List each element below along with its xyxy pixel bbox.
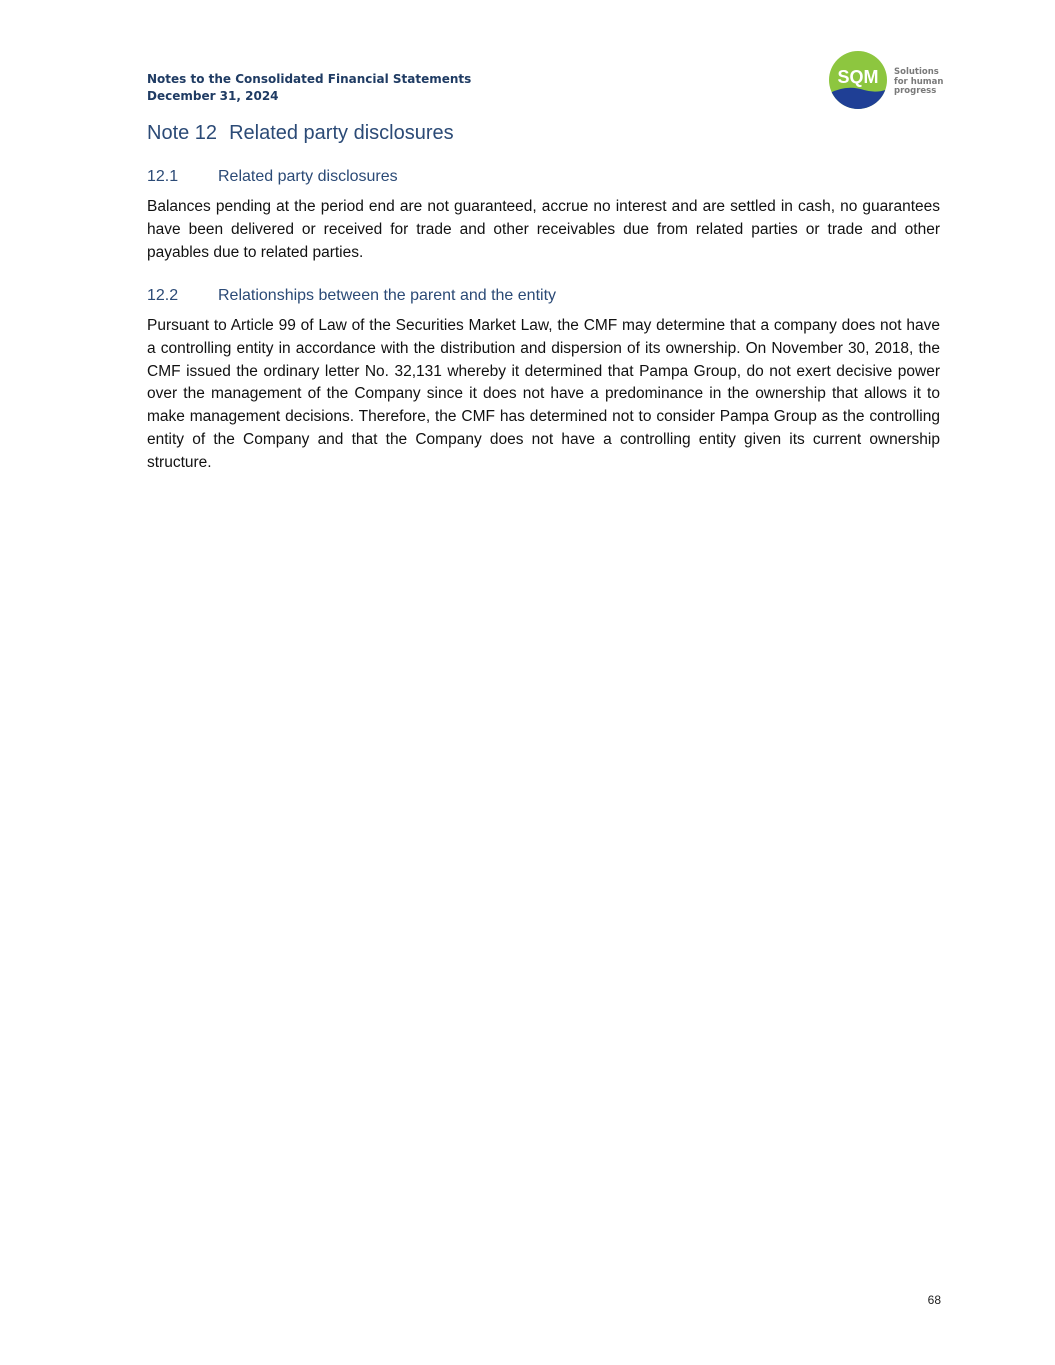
document-header (147, 71, 471, 105)
header-title: Notes to the Consolidated Financial Statements (147, 72, 472, 86)
logo-tagline (894, 68, 943, 97)
tagline-line: Solutions (894, 67, 939, 77)
page-number: 68 (927, 1293, 941, 1307)
note-title-text: Related party disclosures (229, 122, 454, 144)
logo-brand-text: SQM (837, 67, 879, 87)
sqm-logo (828, 50, 943, 110)
section-heading-12-1 (147, 168, 398, 186)
header-date: December 31, 2024 (147, 89, 279, 103)
section-number: 12.1 (147, 168, 179, 185)
sqm-logo-mark (828, 50, 890, 110)
note-number: Note 12 (147, 122, 218, 144)
section-paragraph-12-1: Balances pending at the period end are not guaranteed, accrue no interest and are settled in cash, no guarantees have been delivered or received for trade and other receivables due from related parties or trade and other payables due to related parties. (147, 198, 940, 261)
tagline-line: for human (894, 76, 944, 87)
section-paragraph-12-2: Pursuant to Article 99 of Law of the Securities Market Law, the CMF may determine that a company does not have a controlling entity in accordance with the distribution and dispersion of its ownership. On November 30, 2018, the CMF issued the ordinary letter No. 32,131 whereby it determined that Pampa Group, do not exert decisive power over the management of the Company since it does not have a predominance in the ownership that allows it to make management decisions. Therefore, the CMF has determined not to consider Pampa Group as the controlling entity of the Company and that the Company does not have a controlling entity given its current ownership structure. (147, 317, 940, 471)
note-title (147, 122, 454, 145)
section-title: Related party disclosures (218, 168, 398, 185)
section-number: 12.2 (147, 287, 179, 304)
tagline-line: progress (894, 86, 937, 96)
section-title: Relationships between the parent and the entity (218, 287, 557, 304)
section-heading-12-2 (147, 287, 556, 305)
